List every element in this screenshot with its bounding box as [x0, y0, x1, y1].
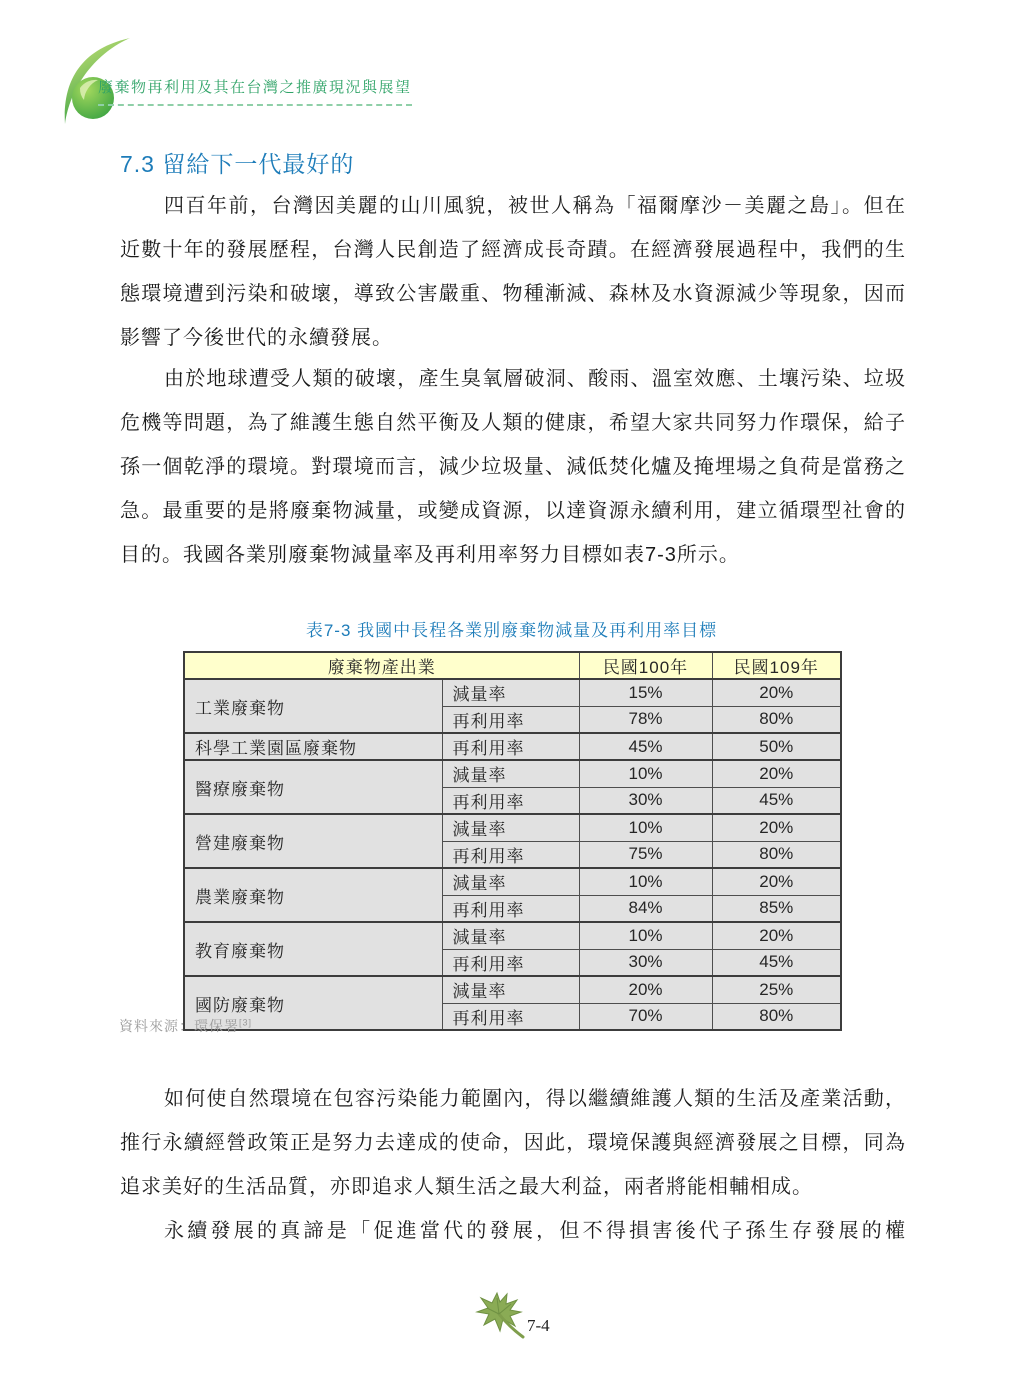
- source-text: 資料來源：環保署: [119, 1018, 239, 1034]
- metric-cell: 減量率: [442, 868, 579, 895]
- metric-cell: 再利用率: [442, 949, 579, 976]
- paragraph: 四百年前，台灣因美麗的山川風貌，被世人稱為「福爾摩沙－美麗之島」。但在近數十年的發展歷程，台灣人民創造了經濟成長奇蹟。在經濟發展過程中，我們的生態環境遭到污染和破壞，導致公害嚴重、物種漸減、森林及水資源減少等現象，因而影響了今後世代的永續發展。: [120, 195, 906, 349]
- table-row: [184, 814, 841, 841]
- section-heading: 7.3 留給下一代最好的: [120, 151, 355, 177]
- metric-cell: 減量率: [442, 976, 579, 1003]
- table-source-note: [119, 1016, 252, 1036]
- value-cell: 80%: [712, 841, 841, 868]
- category-cell: 工業廢棄物: [184, 679, 442, 733]
- book-title: 廢棄物再利用及其在台灣之推廣現況與展望: [98, 76, 412, 106]
- table-row: [184, 679, 841, 706]
- value-cell: 85%: [712, 895, 841, 922]
- source-citation-superscript: [3]: [239, 1017, 253, 1028]
- paragraph: 如何使自然環境在包容污染能力範圍內，得以繼續維護人類的生活及產業活動，推行永續經營政策正是努力去達成的使命，因此，環境保護與經濟發展之目標，同為追求美好的生活品質，亦即追求人類生活之最大利益，兩者將能相輔相成。: [120, 1088, 906, 1198]
- metric-cell: 減量率: [442, 760, 579, 787]
- footer-maple-leaf-icon: [474, 1290, 534, 1344]
- value-cell: 30%: [579, 949, 712, 976]
- col-header-y109: 民國109年: [712, 652, 841, 679]
- col-header-y100: 民國100年: [579, 652, 712, 679]
- value-cell: 20%: [712, 922, 841, 949]
- table-header-row: [184, 652, 841, 679]
- table-row: [184, 760, 841, 787]
- value-cell: 20%: [579, 976, 712, 1003]
- category-cell: 醫療廢棄物: [184, 760, 442, 814]
- value-cell: 45%: [712, 949, 841, 976]
- value-cell: 10%: [579, 814, 712, 841]
- category-cell: 營建廢棄物: [184, 814, 442, 868]
- col-header-category: 廢棄物產出業: [184, 652, 579, 679]
- metric-cell: 減量率: [442, 679, 579, 706]
- value-cell: 20%: [712, 814, 841, 841]
- reduction-reuse-target-table: [183, 651, 842, 1031]
- table-row: [184, 733, 841, 760]
- value-cell: 20%: [712, 760, 841, 787]
- paragraph: 永續發展的真諦是「促進當代的發展，但不得損害後代子孫生存發展的權: [164, 1220, 906, 1242]
- category-cell: 國防廢棄物: [184, 976, 442, 1030]
- value-cell: 45%: [579, 733, 712, 760]
- category-cell: 教育廢棄物: [184, 922, 442, 976]
- metric-cell: 再利用率: [442, 787, 579, 814]
- value-cell: 30%: [579, 787, 712, 814]
- value-cell: 10%: [579, 760, 712, 787]
- page-number: 7-4: [527, 1316, 550, 1335]
- metric-cell: 再利用率: [442, 1003, 579, 1030]
- metric-cell: 減量率: [442, 814, 579, 841]
- value-cell: 20%: [712, 679, 841, 706]
- paragraph: 由於地球遭受人類的破壞，產生臭氧層破洞、酸雨、溫室效應、土壤污染、垃圾危機等問題，為了維護生態自然平衡及人類的健康，希望大家共同努力作環保，給子孫一個乾淨的環境。對環境而言，減少垃圾量、減低焚化爐及掩埋場之負荷是當務之急。最重要的是將廢棄物減量，或變成資源，以達資源永續利用，建立循環型社會的目的。我國各業別廢棄物減量率及再利用率努力目標如表7-3所示。: [120, 368, 906, 566]
- value-cell: 75%: [579, 841, 712, 868]
- metric-cell: 再利用率: [442, 733, 579, 760]
- value-cell: 20%: [712, 868, 841, 895]
- category-cell: 農業廢棄物: [184, 868, 442, 922]
- table-row: [184, 868, 841, 895]
- table-row: [184, 922, 841, 949]
- value-cell: 84%: [579, 895, 712, 922]
- value-cell: 80%: [712, 706, 841, 733]
- value-cell: 80%: [712, 1003, 841, 1030]
- value-cell: 78%: [579, 706, 712, 733]
- metric-cell: 再利用率: [442, 841, 579, 868]
- category-cell: 科學工業園區廢棄物: [184, 733, 442, 760]
- value-cell: 45%: [712, 787, 841, 814]
- value-cell: 50%: [712, 733, 841, 760]
- value-cell: 25%: [712, 976, 841, 1003]
- value-cell: 10%: [579, 922, 712, 949]
- table-row: [184, 976, 841, 1003]
- value-cell: 10%: [579, 868, 712, 895]
- value-cell: 70%: [579, 1003, 712, 1030]
- value-cell: 15%: [579, 679, 712, 706]
- metric-cell: 再利用率: [442, 706, 579, 733]
- metric-cell: 再利用率: [442, 895, 579, 922]
- metric-cell: 減量率: [442, 922, 579, 949]
- table-caption: 表7-3 我國中長程各業別廢棄物減量及再利用率目標: [305, 621, 718, 640]
